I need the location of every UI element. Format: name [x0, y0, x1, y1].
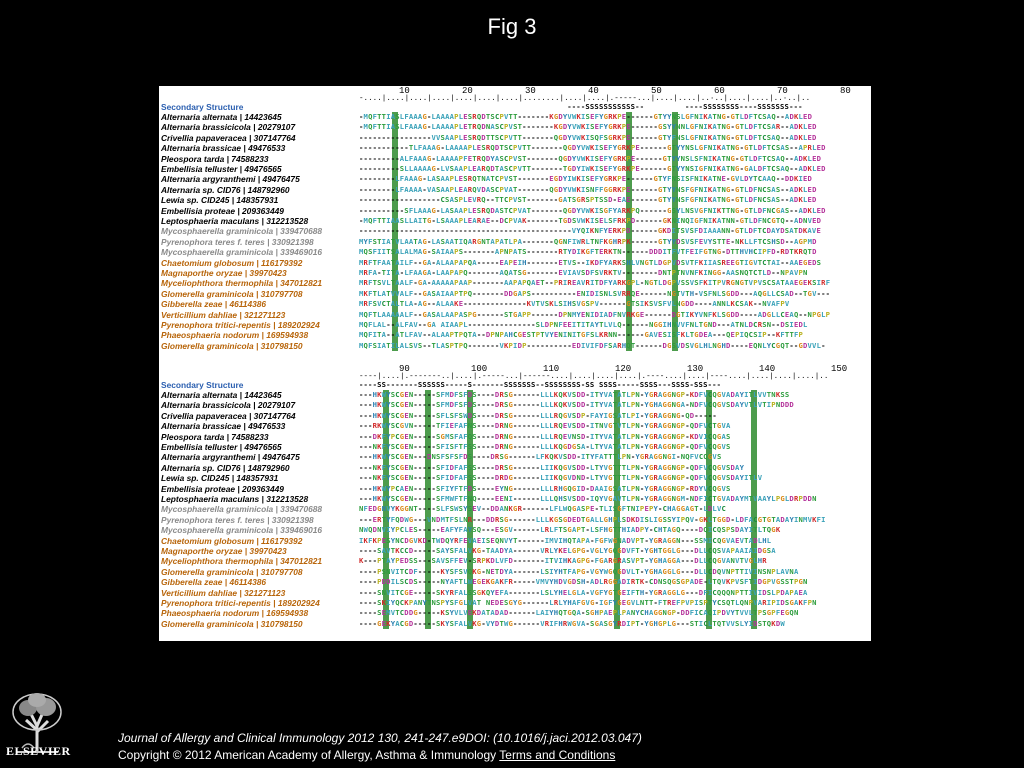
sequence-residues: ----SAVTKCCD-----SAYSFALVKG-TAADYA------VRLYKELGPG-VGLYGQGDVFT-YGHTGGLG---DLLCQSVAPAAIAIDGSA	[359, 546, 776, 555]
sequence-residues: MRFTFAATAILF--GA-ALAAPAPQA-----EAPEIH-------ETVS--IKDFYARKSHLVNGTLDGPVDSVTFKIIASREEGTIGVTCTAI--AAEGEDS	[359, 257, 822, 267]
sequence-residues: ---ERTYFQDWG---VNDMTFSLNR---DDRSG------LLLKGSGDEDTGALLGHPLSDKDISLIGSSYIPQV-GKLTGGD-LDFACGTGTADAYINMVKFI	[359, 514, 826, 524]
alignment-row	[159, 341, 871, 351]
sequence-residues: MQFLAL--ALFAV--GA AIAAPL---------------SLDPNFEEITITAYTLVLQ------NGGIHNVVFNLTGND---ATNLDCRSN--DSIEDL	[359, 320, 808, 329]
sequence-label: Magnaporthe oryzae | 39970423	[161, 546, 287, 556]
alignment-figure	[159, 86, 871, 641]
sequence-residues: MRFSVCTALTLA-AG--ALAAKE--------------KVTVSKLSIHSVGSPV------GTSIKSVSFVLNGDD----ANNLKCSAK--NVAFPV	[359, 299, 790, 309]
ruler-number: 40	[588, 86, 599, 96]
ruler-number: 60	[714, 86, 725, 96]
sequence-label: Embellisia telluster | 49476565	[161, 442, 282, 452]
sequence-label: Embellisia proteae | 209363449	[161, 205, 284, 216]
sequence-residues: ---NKFYSCGEN-----SFISFTFSS----DRNG------LLLKQGDGSA-LTYVATATLPN-YGRAGGNGP-QDFVCQGVS	[359, 442, 731, 451]
sequence-label: Pyrenophora tritici-repentis | 189202924	[161, 598, 320, 608]
secondary-structure-row	[159, 102, 871, 112]
sequence-residues: MYFSTIATVLAATAG-LASAATIQARGNTAPATLPA-------QGNFIWRLTNFKGHRPK------GTYYDSVSFEVYSTTE-NKLLFTCSHSD--AGPMD	[359, 236, 817, 246]
sequence-residues: ----SNVITCGE-----SKYRFALSSGKQYEFA-------LSLYHELGLA-VGFYGTGEIFTH-YGRAGGLG---DFICQQQNPTTIVIDSLPDAPAEA	[359, 587, 808, 597]
elsevier-wordmark: ELSEVIER	[6, 744, 71, 758]
sequence-residues: ---HKWYSCGEN-----SFMDFSFDS----DRSG------LLLKQKVSDD-ITYVATATLPN-YGRAGGNGP-KDFVCQGVADAYITLVVTNKSS	[359, 390, 790, 399]
alignment-row	[159, 174, 871, 184]
sequence-label: Mycosphaerella graminicola | 339469016	[161, 247, 323, 258]
sequence-residues: ----SKIYQCKPANYTNSPYSFGLVAT NEDESGYG------LRLYHAFGVG-IGFYGEGVLNTT-FTREFPVPISPTYCSQTLQNPVARIPIDSGAKFPN	[359, 598, 817, 607]
sequence-label: Pyrenophora tritici-repentis | 189202924	[161, 320, 320, 330]
sequence-residues: ---------ALFAAAG-LAAAAPFETRQDYASCPVST-------QGDYVWKISEFYGRKPE------GTYYNSLSFNIKATNG-GTLDFTCSAQ--ADKLED	[359, 153, 822, 163]
ruler-number: 120	[615, 364, 632, 374]
alignment-row	[159, 421, 871, 431]
alignment-row	[159, 577, 871, 587]
sequence-label: Leptosphaeria maculans | 312213528	[161, 494, 309, 504]
sequence-residues: ----SEMVTCDDG-----KSYVLVEKDATADAD------LAIYHQTGQA-SGHPAEPLPANYCHAGGNGP-DDFICAQIPDVYTVVLTPSGPFEGQN	[359, 608, 799, 618]
sequence-residues: ------------------CSASPLEVRQ--TTCPVST-------GATSGRSPTSSD-EAE------GTYYNSFGFNIKATNG-GTLDFNCSAS--ADKLED	[359, 195, 817, 205]
sequence-residues: ---HKWYSCGEN---DNSFSFSFDS----DRSG------LFKQKVSDD-ITYFATTTLPN-YGRAGGNGI-NQFVCQGVS	[359, 452, 722, 462]
sequence-label: Mycosphaerella graminicola | 339470688	[161, 504, 323, 515]
citation-text: Journal of Allergy and Clinical Immunology 2012 130, 241-247.e9DOI: (10.1016/j.jaci.2012.03.047)	[118, 731, 642, 745]
alignment-row	[159, 556, 871, 566]
terms-and-conditions-link[interactable]: Terms and Conditions	[499, 748, 616, 762]
alignment-row	[159, 463, 871, 473]
sequence-label: Verticillium dahliae | 321271123	[161, 587, 286, 598]
ruler-ticks: ----|....|.-------..|....|.-----...|------....|....|....|....|.----....|....|----....|....|....|....|..	[359, 373, 829, 381]
alignment-row	[159, 546, 871, 556]
sequence-label: Alternaria alternata | 14423645	[161, 112, 282, 122]
sequence-residues: ---NKFYSCGEN-----SFIDFAFSS----DRDG------LIIKQGVDND-LTYVGTTTLPN-YGRAGGNGP-QDFVCQGVSDAYITLV	[359, 473, 763, 483]
alignment-row	[159, 320, 871, 330]
alignment-row	[159, 299, 871, 309]
alignment-row	[159, 268, 871, 278]
secondary-structure-label: Secondary Structure	[161, 380, 244, 390]
copyright-line	[118, 748, 615, 762]
alignment-row	[159, 206, 871, 216]
alignment-row	[159, 278, 871, 288]
alignment-row	[159, 143, 871, 153]
alignment-row	[159, 411, 871, 421]
alignment-row	[159, 452, 871, 462]
alignment-row	[159, 400, 871, 410]
sequence-label: Crivellia papaveracea | 307147764	[161, 410, 296, 421]
sequence-residues: MQFSIATILALSVS--TLASPTPQ-------VKPIDP----------EDIVIFDFSARHQT------DGSVDSVGLHLNGHD----EQNLYCGQT--GDVVL-	[359, 340, 826, 350]
sequence-label: Myceliophthora thermophila | 347012821	[161, 278, 323, 289]
alignment-row	[159, 442, 871, 452]
sequence-residues: MQFTLAAAAALF--GASALAAPASPG------STGAPP------DPNMYENIDIADFNVRKGE------DGTIKYVNFKLSGDD----ADGLLCEAQ--NPGLP	[359, 309, 831, 319]
sequence-residues: NWQDNVIYPCLES-----EAFYFAYSQ---ESGV------LRLFTSGAPT-LSFHGTTHIADPY-CHTAGQ----DQICQSPSDAYITLTQGK	[359, 525, 781, 535]
sequence-residues: ----GEKYACGD-----SKYSFALVKG-VYDTWG------VRIFHRWGVA-SGASGYRDIPT-YGHGPLG---STICLTQTVVSLYIDSTQKDW	[359, 618, 785, 628]
sequence-residues: IKFKPESYNCDGVKD-TWDQYRFEVAEISEQNVYT------IMVIHQTAPA-FGFWGNADVPT-YGRAGGN---SSMICQGVAEVTADLHL	[359, 535, 772, 545]
sequence-residues: ---RKWYSCGVN-----TFIEFAFNS----DRNG------LLLRQEVSDD-ITNVGTVTLPN-YGRAGGNGP-QDFVCTGVA	[359, 421, 731, 431]
sequence-residues: ---------SLLAAAAG-LVSAAPLEARQDTASCPVTT-------TGDYIWKISEFYGRKPE------GTYYNSIGFNIKATNG-GALDFTCSAQ--ADKLED	[359, 164, 826, 173]
alignment-row	[159, 473, 871, 483]
sequence-residues: -----------TLFAAAG-LAAAAPLESRQDTSCPVTT-------QGDYVWKISEFYGRKPE------GTYYNSLGFNIKATNG-GTLDFTCSAS--APRLED	[359, 143, 826, 153]
alignment-row	[159, 112, 871, 122]
sequence-label: Glomerella graminicola | 310798150	[161, 340, 303, 351]
copyright-text: Copyright © 2012 American Academy of Allergy, Asthma & Immunology	[118, 748, 497, 762]
sequence-residues: -MQFTTIASLFAAAG-LAAAAPLESRQDTSCPVTT-------KGDYVWKISEFYGRKPE------GTYYNSLGFNIKATNG-GTLDFTCSAQ--ADKLED	[359, 112, 813, 121]
alignment-row	[159, 619, 871, 629]
sequence-label: Embellisia telluster | 49476565	[161, 164, 282, 174]
sequence-label: Phaeosphaeria nodorum | 169594938	[161, 330, 309, 341]
sequence-residues: ---HKWYSCGEN-----SFMDFSFDS----DRSG------LLLKQKVSDD-ITYVATATLPN-YGHAGGNGA-NDFVCQGVSDAYVTLVTIPNDDD	[359, 400, 794, 410]
sequence-label: Myceliophthora thermophila | 347012821	[161, 556, 323, 567]
alignment-row	[159, 515, 871, 525]
alignment-row	[159, 289, 871, 299]
sequence-label: Alternaria sp. CID76 | 148792960	[161, 184, 290, 195]
alignment-row	[159, 432, 871, 442]
sequence-residues: ---DKFYPCGEN-----SGMSFAFQS----DRNG------LLLRQEVNSD-ITYVATATLPN-YGRAGGNGP-KDVICQGAS	[359, 431, 731, 441]
sequence-label: Chaetomium globosum | 116179392	[161, 535, 303, 546]
sequence-residues: ----------SFLAAAG-LASAAPLESRQDASTCPVAT-------QGDYVWKISGFYARKPQ------GSYLNSVGFNIKTTNG-GTLDFNCGAS--ADKLED	[359, 205, 826, 215]
sequence-residues: MKFTLATVVALF--GASAIAAPTPQ-------DDGAPS----------ENIDISNLSVRRQE------NGTVTH-VSFNLSGDD---AQGLLCSAD--TGV---	[359, 288, 831, 298]
sequence-label: Gibberella zeae | 46114386	[161, 299, 267, 310]
alignment-row	[159, 185, 871, 195]
sequence-label: Alternaria brassicicola | 20279107	[161, 400, 296, 411]
ruler-number: 70	[777, 86, 788, 96]
sequence-label: Embellisia proteae | 209363449	[161, 483, 284, 494]
sequence-residues: NFEDGHVYKGGNT----SLFSWSYSEV--DDANKGR------LFLWQGASPE-TLISGFTNIPEPY-CHAGGAGT-LDLVC	[359, 504, 726, 514]
sequence-label: Alternaria brassicae | 49476533	[161, 421, 286, 432]
alignment-row	[159, 484, 871, 494]
alignment-row	[159, 330, 871, 340]
sequence-residues: MRFTSVLTAALF-GA-AAAAAPAAP-------AAPAPQAET--PRIREAVRITDFYARKGPL-NGTLDGPVSSVSFKITPVRGNGTVPVSCSATAAEGEKSIRF	[359, 278, 831, 288]
ruler-number: 90	[399, 364, 410, 374]
sequence-label: Magnaporthe oryzae | 39970423	[161, 268, 287, 278]
sequence-label: Glomerella graminicola | 310797708	[161, 566, 303, 577]
sequence-residues: MRFA-TITA-LFAAGA-LAAPAPQ-------AQATSG-------EVIAVSDFSVRKTV--------DNTPTNVNFKINGG-AASNQTCTLD--NPAVPN	[359, 268, 808, 277]
sequence-label: Alternaria brassicae | 49476533	[161, 143, 286, 154]
ruler-number: 10	[399, 86, 410, 96]
secondary-structure-track: ----SS-------SSSSSS-----S-------SSSSSSS--SSSSSSSS-SS SSSS-----SSSS---SSSS-SSS---	[359, 380, 722, 389]
sequence-label: Verticillium dahliae | 321271123	[161, 309, 286, 320]
ruler-number: 130	[687, 364, 704, 374]
sequence-residues: -MQFTTIASLFAAAG-LAAAAPLETRQDNASCPVST-------KGDYVWKISEFYGRKPE------GSYYNNLGFNIKATNG-GTLDFTCSAR--ADKLED	[359, 122, 817, 132]
sequence-label: Crivellia papaveracea | 307147764	[161, 132, 296, 143]
sequence-residues: --------LFAAAA-VASAAPLEARQVDASCPVAT-------QGDYVWKISNFFGGRKPE------GTYYNSFGFNIKATNG-GTLDFNCSAS--ADKLED	[359, 184, 817, 194]
sequence-residues: ----PSNVITCDF-----KYSFSVQKG-NETDYA------LSIYHTFAPG-VGYWGQGDVLT-YGHAGGLG---DLLCDQVNPTTIVINSNPLAVNA	[359, 566, 799, 576]
alignment-row	[159, 195, 871, 205]
ruler-number: 100	[471, 364, 488, 374]
ruler-ticks: -....|....|....|....|....|....|....|........|....|....|.-----...|....|....|..·..|....|....|..·..|..	[359, 95, 811, 103]
sequence-label: Alternaria brassicicola | 20279107	[161, 122, 296, 133]
alignment-row	[159, 567, 871, 577]
alignment-row	[159, 494, 871, 504]
alignment-row	[159, 588, 871, 598]
sequence-label: Pyrenophora teres f. teres | 330921398	[161, 236, 314, 247]
sequence-label: Mycosphaerella graminicola | 339470688	[161, 226, 323, 237]
sequence-residues: ---HKWYSCGEN-----SFMWFTFNQ----EENI------LLLQHSVSDD-IQYVGAVTLPN-YGRAGGNGM-NDFICTGVADAYMTVAAYLPGLDRPDDN	[359, 494, 817, 503]
sequence-residues: ---HKWYPCAEN-----SFIYFTFDS----EYNG------LLLRHGQGID-DAAIGSATLPN-YGRAGGNGP-RDYVCQGVS	[359, 483, 731, 493]
sequence-label: Alternaria sp. CID76 | 148792960	[161, 462, 290, 473]
sequence-label: Chaetomium globosum | 116179392	[161, 257, 303, 268]
sequence-residues: K---PTAYPEDSS---SAVSFFEV-SRPKDLVFD-------ITVIHKAGPG-FGARGRASVPT-YGHAGGA---DLLCQGVANVTVGLHR	[359, 556, 767, 566]
ruler-number: 150	[831, 364, 848, 374]
sequence-residues: ---NKFYSCGEN-----SFIDFAFSS----DRSG------LIIKQGVSDD-LTYVGTTTLPN-YGRAGGNGP-QDFVCQGVSDAY	[359, 462, 745, 472]
sequence-residues: ----------------VVSAAPLESRQDTTSCPVTT-------QGDYVWKISQFSGRKPE------GTYFNSLGFNIKATNG-GTLDFTCSAQ--ADKLED	[359, 132, 817, 142]
sequence-residues: MQSFIITSALALMAG-SAIAAPS-------APNPATS-------RTYDIKGFTERKTN------DDDITFVTFEIFGTNG-DTTHVHCIPFD-RDTKRQTD	[359, 247, 817, 257]
alignment-row	[159, 154, 871, 164]
sequence-label: Glomerella graminicola | 310798150	[161, 618, 303, 629]
alignment-row	[159, 226, 871, 236]
alignment-row	[159, 310, 871, 320]
alignment-row	[159, 133, 871, 143]
sequence-label: Alternaria alternata | 14423645	[161, 390, 282, 400]
sequence-label: Alternaria argyranthemi | 49476475	[161, 174, 300, 185]
alignment-row	[159, 122, 871, 132]
alignment-row	[159, 536, 871, 546]
sequence-label: Alternaria argyranthemi | 49476475	[161, 452, 300, 463]
ruler-number: 50	[651, 86, 662, 96]
sequence-label: Pleospora tarda | 74588233	[161, 431, 269, 442]
alignment-row	[159, 258, 871, 268]
sequence-label: Glomerella graminicola | 310797708	[161, 288, 303, 299]
alignment-row	[159, 164, 871, 174]
alignment-row	[159, 216, 871, 226]
sequence-residues: MQFITA--ATLFAV--ALAAPTPQTA--DPNPAHCGESTPTVYENINITGFSLKRNN------GAVESISFKLTGDEA---QEPIQCSIP--KFTTFP	[359, 330, 804, 340]
ruler-number: 140	[759, 364, 776, 374]
sequence-residues: ---HKWYSCGEN-----SFLSFSWDS----DRSG------LLLRQGVSDP-FAYIGSATLPI-YGRAGGNG-QD-----	[359, 410, 717, 420]
ruler-number: 20	[462, 86, 473, 96]
sequence-label: Leptosphaeria maculans | 312213528	[161, 216, 309, 226]
sequence-label: Lewia sp. CID245 | 148357931	[161, 195, 279, 206]
sequence-label: Lewia sp. CID245 | 148357931	[161, 473, 279, 484]
secondary-structure-row	[159, 380, 871, 390]
alignment-row	[159, 504, 871, 514]
alignment-row	[159, 237, 871, 247]
secondary-structure-label: Secondary Structure	[161, 102, 244, 112]
alignment-row	[159, 598, 871, 608]
sequence-label: Gibberella zeae | 46114386	[161, 577, 267, 588]
sequence-residues: --------LFAAAG-LASAAPLESRQTNATCPVST-------EGDYIWKISEFYGRKPE------GTYFNSISFNIKATNE-GVLDYTCAAQ--DDKIED	[359, 174, 813, 184]
sequence-label: Mycosphaerella graminicola | 339469016	[161, 525, 323, 536]
sequence-residues: ----PDDILSCDS-----NYAFTLWEGEKGAKFR-----VMVYHDVGDSH-ADLRGGADIRTK-CDNSQGSGPADE-LTQVKPVSFTIDGPVGSSTPGN	[359, 577, 808, 587]
sequence-residues: -----------------------------------------------VYQIKNFYERKPD------GKDITSVSFDIAAANN-GTLDFTCDAYDSATDKAVE	[359, 226, 821, 236]
alignment-row	[159, 247, 871, 257]
alignment-row	[159, 525, 871, 535]
figure-title: Fig 3	[487, 14, 537, 39]
sequence-residues: -MQFTTIAASLLAITG-LSAAAPLEARAE--DCPVAK-------TGDSVWKISELSFRKPD------GKNINQIGFNIKATNN-GTLDFNCGTQ--ADNVED	[359, 216, 822, 225]
sequence-label: Pleospora tarda | 74588233	[161, 153, 269, 164]
ruler-number: 80	[840, 86, 851, 96]
sequence-label: Pyrenophora teres f. teres | 330921398	[161, 514, 314, 525]
sequence-label: Phaeosphaeria nodorum | 169594938	[161, 608, 309, 619]
alignment-row	[159, 390, 871, 400]
ruler-number: 110	[543, 364, 560, 374]
alignment-row	[159, 608, 871, 618]
secondary-structure-track: ----SSSSSSSSSSS-- ----SSSSSSSS----SSSSSSS---	[359, 102, 803, 111]
ruler-number: 30	[525, 86, 536, 96]
